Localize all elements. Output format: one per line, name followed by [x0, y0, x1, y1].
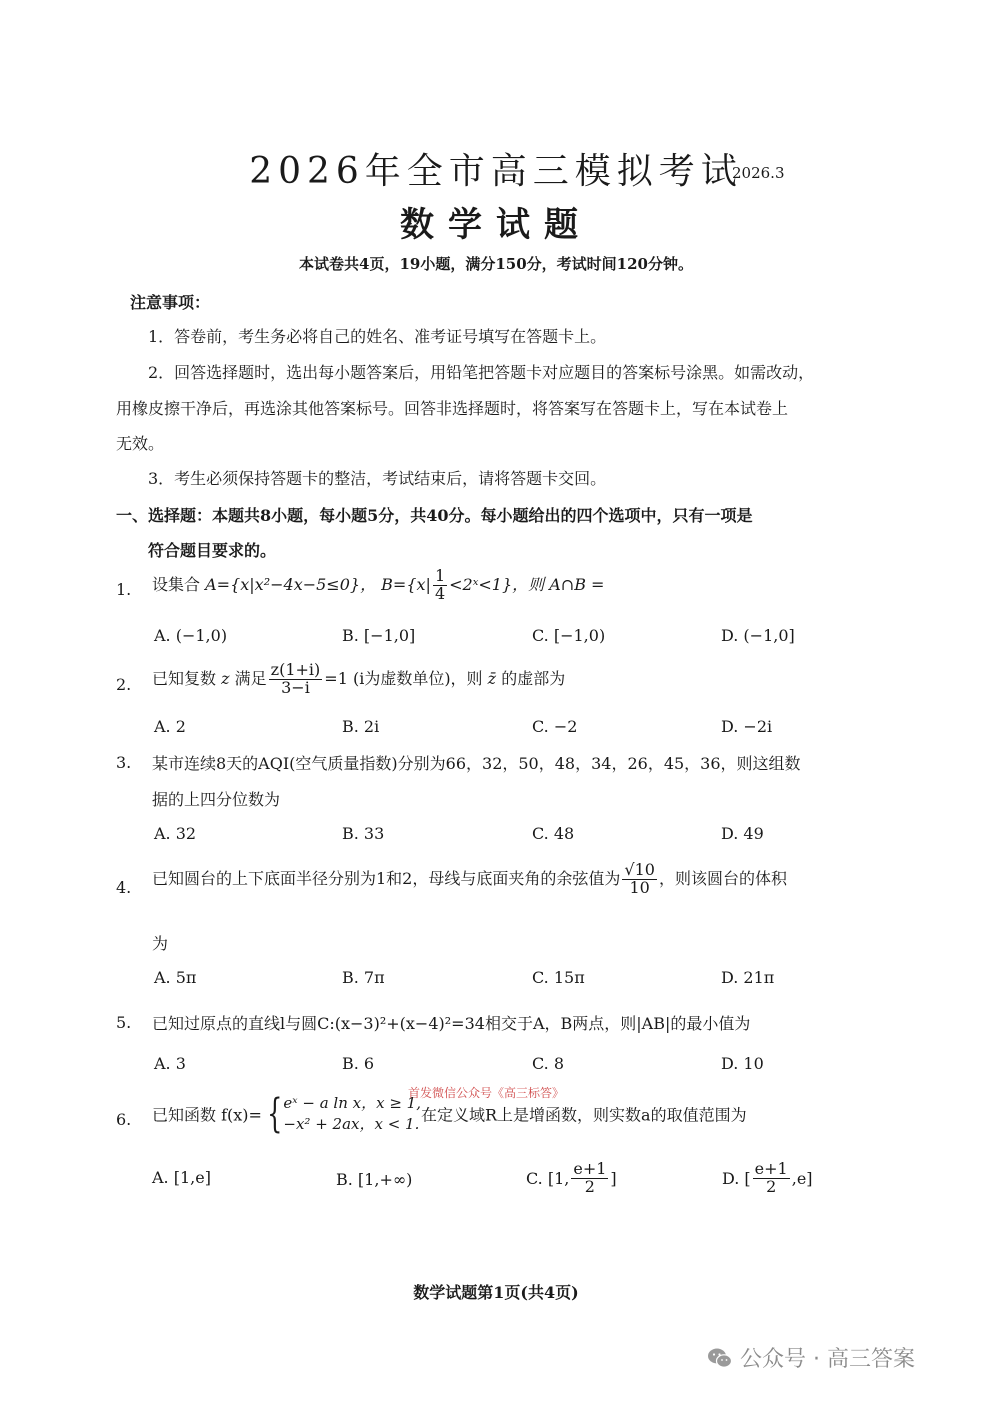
option-b: B. 2i [342, 717, 380, 736]
q2-text-d: 的虚部为 [501, 668, 566, 688]
notice-item-3: 3．考生必须保持答题卡的整洁，考试结束后，请将答题卡交回。 [148, 469, 607, 488]
question-number: 3. [116, 753, 132, 772]
wechat-account-label: 公众号 · 高三答案 [740, 1347, 915, 1372]
exam-date: 2026.3 [732, 164, 785, 182]
fraction-denominator: 4 [434, 583, 446, 603]
q1-set-a: A={x|x²−4x−5≤0}， [205, 574, 377, 594]
q4-text-a: 已知圆台的上下底面半径分别为1和2，母线与底面夹角的余弦值为 [152, 868, 621, 888]
wechat-icon [707, 1345, 733, 1371]
option-c: C. [−1,0) [532, 626, 606, 645]
fraction-numerator: 1 [434, 566, 446, 585]
option-c: C. −2 [532, 717, 578, 736]
section-heading: 一、选择题：本题共8小题，每小题5分，共40分。每小题给出的四个选项中，只有一项是 [116, 506, 753, 525]
option-d-suffix: ,e] [791, 1168, 813, 1188]
question-number: 1. [116, 580, 132, 599]
q2-fraction [269, 662, 323, 697]
section-heading-cont: 符合题目要求的。 [148, 541, 277, 560]
watermark-text: 首发微信公众号《高三标答》 [408, 1086, 565, 1100]
fraction-numerator: e+1 [754, 1159, 788, 1178]
option-c-fraction [571, 1161, 608, 1196]
question-3-stem-cont: 据的上四分位数为 [152, 790, 281, 809]
subject-title: 数学试题 [400, 205, 592, 245]
exam-info: 本试卷共4页，19小题，满分150分，考试时间120分钟。 [299, 255, 693, 273]
question-5-stem: 已知过原点的直线l与圆C:(x−3)²+(x−4)²=34相交于A，B两点，则|AB|的最小值为 [152, 1014, 751, 1033]
q1-set-b-post: <2ˣ<1}，则 A∩B = [449, 574, 605, 594]
question-6-stem [152, 1093, 747, 1135]
option-d: D. 10 [721, 1054, 764, 1073]
q2-variable: z [221, 668, 230, 688]
notice-item-2-cont: 用橡皮擦干净后，再选涂其他答案标号。回答非选择题时，将答案写在答题卡上，写在本试卷上 [116, 399, 789, 418]
option-b: B. [−1,0] [342, 626, 416, 645]
fraction-denominator: 3−i [281, 677, 310, 697]
question-number: 5. [116, 1013, 132, 1032]
option-a: A. 5π [154, 968, 197, 987]
fraction-denominator: 2 [766, 1176, 777, 1196]
question-4-stem [152, 862, 787, 897]
option-d: D. 49 [721, 824, 764, 843]
option-a: A. 3 [154, 1054, 186, 1073]
notice-item-2-end: 无效。 [116, 434, 165, 453]
option-d [722, 1161, 813, 1196]
fraction-numerator: √10 [624, 860, 655, 879]
option-c: C. 48 [532, 824, 575, 843]
option-c: C. 8 [532, 1054, 565, 1073]
question-1-stem [152, 568, 604, 603]
option-a: A. 2 [154, 717, 186, 736]
q4-text-b: ，则该圆台的体积 [658, 868, 787, 888]
q6-piecewise [283, 1093, 421, 1135]
question-number: 2. [116, 675, 132, 694]
option-a: A. [1,e] [152, 1168, 211, 1187]
fraction-denominator: 10 [629, 877, 650, 897]
option-b: B. 7π [342, 968, 385, 987]
fraction-denominator: 2 [584, 1176, 595, 1196]
piecewise-brace-icon: { [267, 1091, 283, 1137]
option-b: B. [1,+∞) [336, 1170, 413, 1189]
option-d-prefix: D. [ [722, 1168, 751, 1188]
question-4-stem-cont: 为 [152, 934, 169, 953]
option-b: B. 33 [342, 824, 385, 843]
question-2-stem [152, 662, 565, 697]
notice-heading: 注意事项： [130, 293, 211, 312]
q2-conjugate: z̄ [487, 668, 497, 688]
q6-text-b: 在定义域R上是增函数，则实数a的取值范围为 [420, 1105, 747, 1125]
option-d-fraction [753, 1161, 790, 1196]
q1-prefix: 设集合 [152, 574, 201, 594]
option-c-suffix: ] [610, 1168, 617, 1188]
page-footer: 数学试题第1页(共4页) [413, 1283, 579, 1302]
option-b: B. 6 [342, 1054, 375, 1073]
q2-text-a: 已知复数 [152, 668, 217, 688]
fraction-numerator: e+1 [573, 1159, 607, 1178]
q1-set-b-pre: B={x| [381, 574, 431, 594]
option-c [526, 1161, 617, 1196]
option-a: A. (−1,0) [154, 626, 228, 645]
option-d: D. 21π [721, 968, 775, 987]
piecewise-case-2: −x² + 2ax，x < 1. [283, 1115, 420, 1133]
q1-fraction [433, 568, 447, 603]
piecewise-case-1: eˣ − a ln x，x ≥ 1, [283, 1094, 421, 1112]
option-a: A. 32 [154, 824, 197, 843]
question-number: 4. [116, 878, 132, 897]
q4-fraction [622, 862, 657, 897]
notice-item-2: 2．回答选择题时，选出每小题答案后，用铅笔把答题卡对应题目的答案标号涂黑。如需改动， [148, 363, 815, 382]
question-3-stem: 某市连续8天的AQI(空气质量指数)分别为66，32，50，48，34，26，45，36，则这组数 [152, 754, 801, 773]
option-d: D. −2i [721, 717, 773, 736]
q6-text-a: 已知函数 f(x)= [152, 1105, 262, 1125]
exam-title: 2026年全市高三模拟考试 [249, 151, 743, 192]
notice-item-1: 1．答卷前，考生务必将自己的姓名、准考证号填写在答题卡上。 [148, 327, 607, 346]
q2-text-b: 满足 [234, 668, 267, 688]
q2-text-c: =1 (i为虚数单位)，则 [324, 668, 483, 688]
question-number: 6. [116, 1110, 132, 1129]
option-c-prefix: C. [1, [526, 1168, 570, 1188]
option-c: C. 15π [532, 968, 585, 987]
option-d: D. (−1,0] [721, 626, 795, 645]
fraction-numerator: z(1+i) [270, 660, 321, 679]
